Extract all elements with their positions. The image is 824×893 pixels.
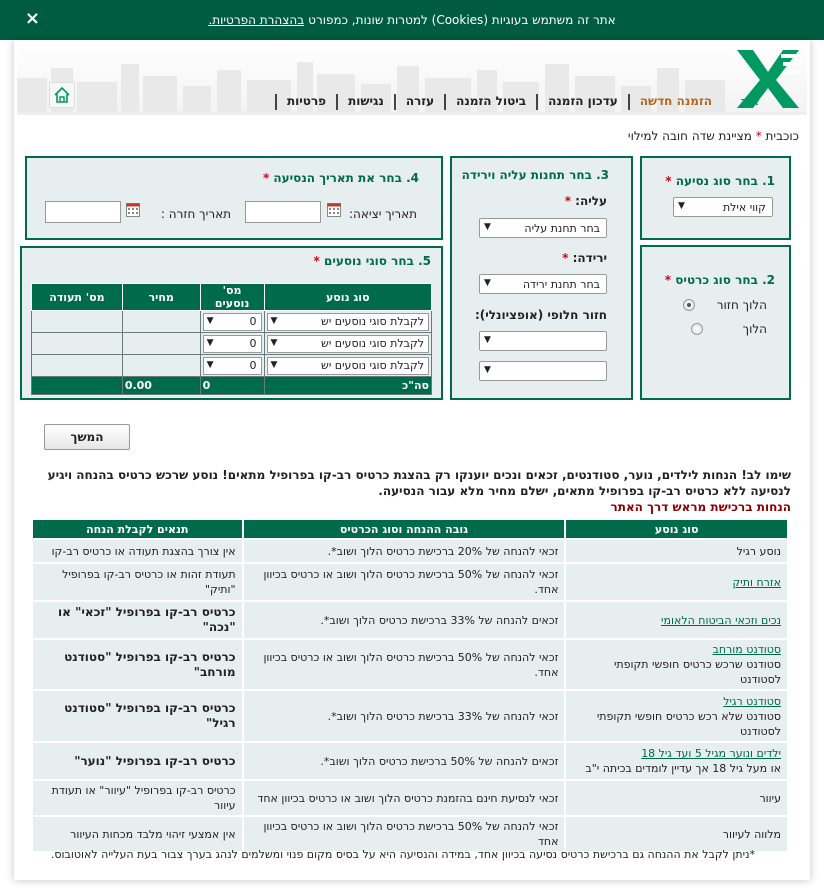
return-date-label: תאריך חזרה : <box>160 207 231 221</box>
privacy-link[interactable]: בהצהרת הפרטיות. <box>208 13 305 27</box>
row-discount: זכאי להנחה של 50% ברכישת כרטיס הלוך ושוב או כרטיס בכיוון אחד. <box>243 563 566 601</box>
home-icon <box>53 86 71 104</box>
row-type: עיוור <box>565 780 788 816</box>
notice-text: שימו לב! הנחות לילדים, נוער, סטודנטים, זכאים ונכים יוענקו רק בהצגת כרטיס רב-קו בפרופיל מתאים! נוסע שרכש כרטיס בהנחה ויגיע לנסיעה ללא כרטיס רב-קו בפרופיל מתאים, ישלם מחיר מלא עבור הנסיעה. <box>47 468 791 498</box>
calendar-icon[interactable] <box>327 203 341 217</box>
step1-panel <box>640 156 791 240</box>
table-row <box>32 539 788 563</box>
logo-text: אגד <box>739 95 759 108</box>
board-station-select[interactable]: בחר תחנת עליה ▼ <box>479 218 607 238</box>
alight-label: ירידה: * <box>562 251 607 265</box>
home-button[interactable] <box>49 82 75 108</box>
table-row <box>32 742 788 780</box>
total-row <box>32 377 432 395</box>
step3-title: 3. בחר תחנות עליה וירידה <box>461 168 609 182</box>
passenger-type-select[interactable]: לקבלת סוגי נוסעים יש ▼ <box>267 313 429 331</box>
table-row <box>32 639 788 690</box>
nav-accessibility[interactable]: נגישות <box>336 94 394 110</box>
header-conditions: תנאים לקבלת הנחה <box>32 519 243 539</box>
passenger-type-select[interactable]: לקבלת סוגי נוסעים יש ▼ <box>267 335 429 353</box>
discount-notice <box>31 467 791 515</box>
alt-return-label: חזור חלופי (אופציונלי): <box>474 308 607 322</box>
discounts-table <box>31 518 789 853</box>
close-icon[interactable]: × <box>24 8 40 29</box>
step5-panel <box>20 246 443 400</box>
passenger-count-select[interactable]: 0 ▼ <box>203 335 262 353</box>
return-date-input[interactable] <box>45 201 121 223</box>
header-passenger-count: מס' נוסעים <box>200 284 264 311</box>
alt-return-select-2[interactable] <box>479 361 607 381</box>
total-label: סה"כ <box>264 377 431 395</box>
dropdown-arrow-icon: ▼ <box>270 315 278 326</box>
main-nav <box>275 94 722 110</box>
table-row <box>32 780 788 816</box>
row-discount: זכאים להנחה של 33% ברכישת כרטיס הלוך ושוב*. <box>243 601 566 639</box>
dropdown-arrow-icon: ▼ <box>270 337 278 348</box>
header-passenger-type: סוג נוסע <box>264 284 431 311</box>
notice-subtitle: הנחות ברכישת מראש דרך האתר <box>610 500 791 514</box>
total-price: 0.00 <box>122 377 200 395</box>
row-type-link[interactable]: אזרח ותיק <box>732 575 781 589</box>
continue-button[interactable]: המשך <box>44 424 130 450</box>
table-row <box>32 601 788 639</box>
dropdown-arrow-icon: ▼ <box>484 365 491 375</box>
total-count: 0 <box>200 377 264 395</box>
passenger-count-select[interactable]: 0 ▼ <box>203 357 262 375</box>
id-number-cell[interactable] <box>32 333 123 355</box>
oneway-radio[interactable] <box>691 323 703 335</box>
cookie-text: אתר זה משתמש בעוגיות (Cookies) למטרות שונות, כמפורט <box>308 13 616 27</box>
row-discount: זכאי להנחה של 33% ברכישת כרטיס הלוך ושוב*. <box>243 690 566 742</box>
passenger-table <box>31 283 432 395</box>
dropdown-arrow-icon: ▼ <box>678 201 685 211</box>
row-condition: כרטיס רב-קו בפרופיל "סטודנט רגיל" <box>32 690 243 742</box>
alt-return-select-1[interactable] <box>479 331 607 351</box>
required-note-suffix: מציינת שדה חובה למילוי <box>627 129 752 143</box>
row-type-sub: או מעל גיל 18 אך עדיין לומדים בכיתה י"ב <box>585 762 781 775</box>
passenger-row <box>32 355 432 377</box>
row-condition: כרטיס רב-קו בפרופיל "סטודנט מורחב" <box>32 639 243 690</box>
oneway-label: הלוך <box>742 322 767 336</box>
total-empty-cell <box>32 377 123 395</box>
price-cell <box>122 333 200 355</box>
dropdown-arrow-icon: ▼ <box>206 359 214 370</box>
price-cell <box>122 355 200 377</box>
discount-footnote: *ניתן לקבל את ההנחה גם ברכישת כרטיס נסיעה בכיוון אחד, במידה והנסיעה היא על בסיס מקום פנוי ומשלמים לנהג בערך צבור בעת העלייה לאוטובוס. <box>50 848 755 861</box>
nav-cancel-order[interactable]: ביטול הזמנה <box>444 94 536 110</box>
row-discount: זכאי להנחה של 20% ברכישת כרטיס הלוך ושוב*. <box>243 539 566 563</box>
id-number-cell[interactable] <box>32 311 123 333</box>
passenger-row <box>32 333 432 355</box>
price-cell <box>122 311 200 333</box>
dropdown-arrow-icon: ▼ <box>484 335 491 345</box>
alight-station-select[interactable]: בחר תחנת ירידה ▼ <box>479 274 607 294</box>
id-number-cell[interactable] <box>32 355 123 377</box>
required-note-prefix: כוכבית <box>765 129 799 143</box>
row-type: נוסע רגיל <box>565 539 788 563</box>
table-row <box>32 690 788 742</box>
step3-panel <box>450 156 633 400</box>
row-discount: זכאים להנחה של 50% ברכישת כרטיס הלוך ושוב*. <box>243 742 566 780</box>
row-condition: כרטיס רב-קו בפרופיל "עיוור" או תעודת עיוור <box>32 780 243 816</box>
board-label: עליה: * <box>564 194 607 208</box>
row-condition: אין צורך בהצגת תעודה או כרטיס רב-קו <box>32 539 243 563</box>
calendar-icon[interactable] <box>126 203 140 217</box>
row-condition: תעודת זהות או כרטיס רב-קו בפרופיל "ותיק" <box>32 563 243 601</box>
row-discount: זכאי להנחה של 50% ברכישת כרטיס הלוך ושוב או כרטיס בכיוון אחד <box>243 816 566 852</box>
required-note <box>628 129 799 143</box>
row-type-sub: סטודנט שלא רכש כרטיס חופשי תקופתי לסטודנט <box>596 709 781 738</box>
row-type-link[interactable]: סטודנט רגיל <box>723 694 781 708</box>
passenger-count-select[interactable]: 0 ▼ <box>203 313 262 331</box>
table-row <box>32 563 788 601</box>
required-star: * <box>755 129 762 143</box>
depart-date-input[interactable] <box>245 201 321 223</box>
row-type-link[interactable]: סטודנט מורחב <box>712 643 781 656</box>
step2-title: 2. בחר סוג כרטיס * <box>664 273 775 287</box>
roundtrip-label: הלוך חזור <box>716 298 767 312</box>
header-discount: גובה ההנחה וסוג הכרטיס <box>243 519 566 539</box>
step1-title: 1. בחר סוג נסיעה * <box>665 174 775 188</box>
main-content <box>17 112 807 874</box>
depart-date-label: תאריך יציאה: <box>348 207 417 221</box>
dropdown-arrow-icon: ▼ <box>484 278 491 288</box>
roundtrip-radio[interactable] <box>683 299 695 311</box>
step5-title: 5. בחר סוגי נוסעים * <box>313 254 431 268</box>
table-row <box>32 816 788 852</box>
step2-panel <box>640 245 791 400</box>
ticket-roundtrip-option[interactable] <box>683 298 767 312</box>
row-condition: כרטיס רב-קו בפרופיל "נוער" <box>32 742 243 780</box>
passenger-type-select[interactable]: לקבלת סוגי נוסעים יש ▼ <box>267 357 429 375</box>
nav-update-order[interactable]: עדכון הזמנה <box>536 94 628 110</box>
row-condition: כרטיס רב-קו בפרופיל "זכאי" או "נכה" <box>32 601 243 639</box>
passenger-row <box>32 311 432 333</box>
nav-new-order[interactable]: הזמנה חדשה <box>628 94 722 110</box>
step4-title: 4. בחר את תאריך הנסיעה * <box>262 171 419 185</box>
step4-panel <box>25 156 443 240</box>
ticket-oneway-option[interactable] <box>691 322 767 336</box>
header-passenger-type: סוג נוסע <box>565 519 788 539</box>
dropdown-arrow-icon: ▼ <box>206 337 214 348</box>
row-type-link[interactable]: נכים וזכאי הביטוח הלאומי <box>661 613 781 627</box>
row-type-link[interactable]: ילדים ונוער מגיל 5 ועד גיל 18 <box>641 747 781 760</box>
row-discount: זכאי להנחה של 50% ברכישת כרטיס הלוך ושוב או כרטיס בכיוון אחד. <box>243 639 566 690</box>
dropdown-arrow-icon: ▼ <box>270 359 278 370</box>
trip-type-select[interactable]: קווי אילת ▼ <box>673 197 773 217</box>
row-discount: זכאי לנסיעת חינם בהזמנת כרטיס הלוך ושוב או כרטיס בכיוון אחד <box>243 780 566 816</box>
header-price: מחיר <box>122 284 200 311</box>
row-type-sub: סטודנט שרכש כרטיס חופשי תקופתי לסטודנט <box>613 658 781 686</box>
dropdown-arrow-icon: ▼ <box>484 222 491 232</box>
header-id-number: מס' תעודה <box>32 284 123 311</box>
cookie-bar <box>0 0 824 40</box>
row-condition: אין אמצעי זיהוי מלבד מכחות העיוור <box>32 816 243 852</box>
nav-privacy[interactable]: פרטיות <box>275 94 336 110</box>
dropdown-arrow-icon: ▼ <box>206 315 214 326</box>
row-type: מלווה לעיוור <box>565 816 788 852</box>
site-header <box>17 40 807 112</box>
nav-help[interactable]: עזרה <box>394 94 444 110</box>
